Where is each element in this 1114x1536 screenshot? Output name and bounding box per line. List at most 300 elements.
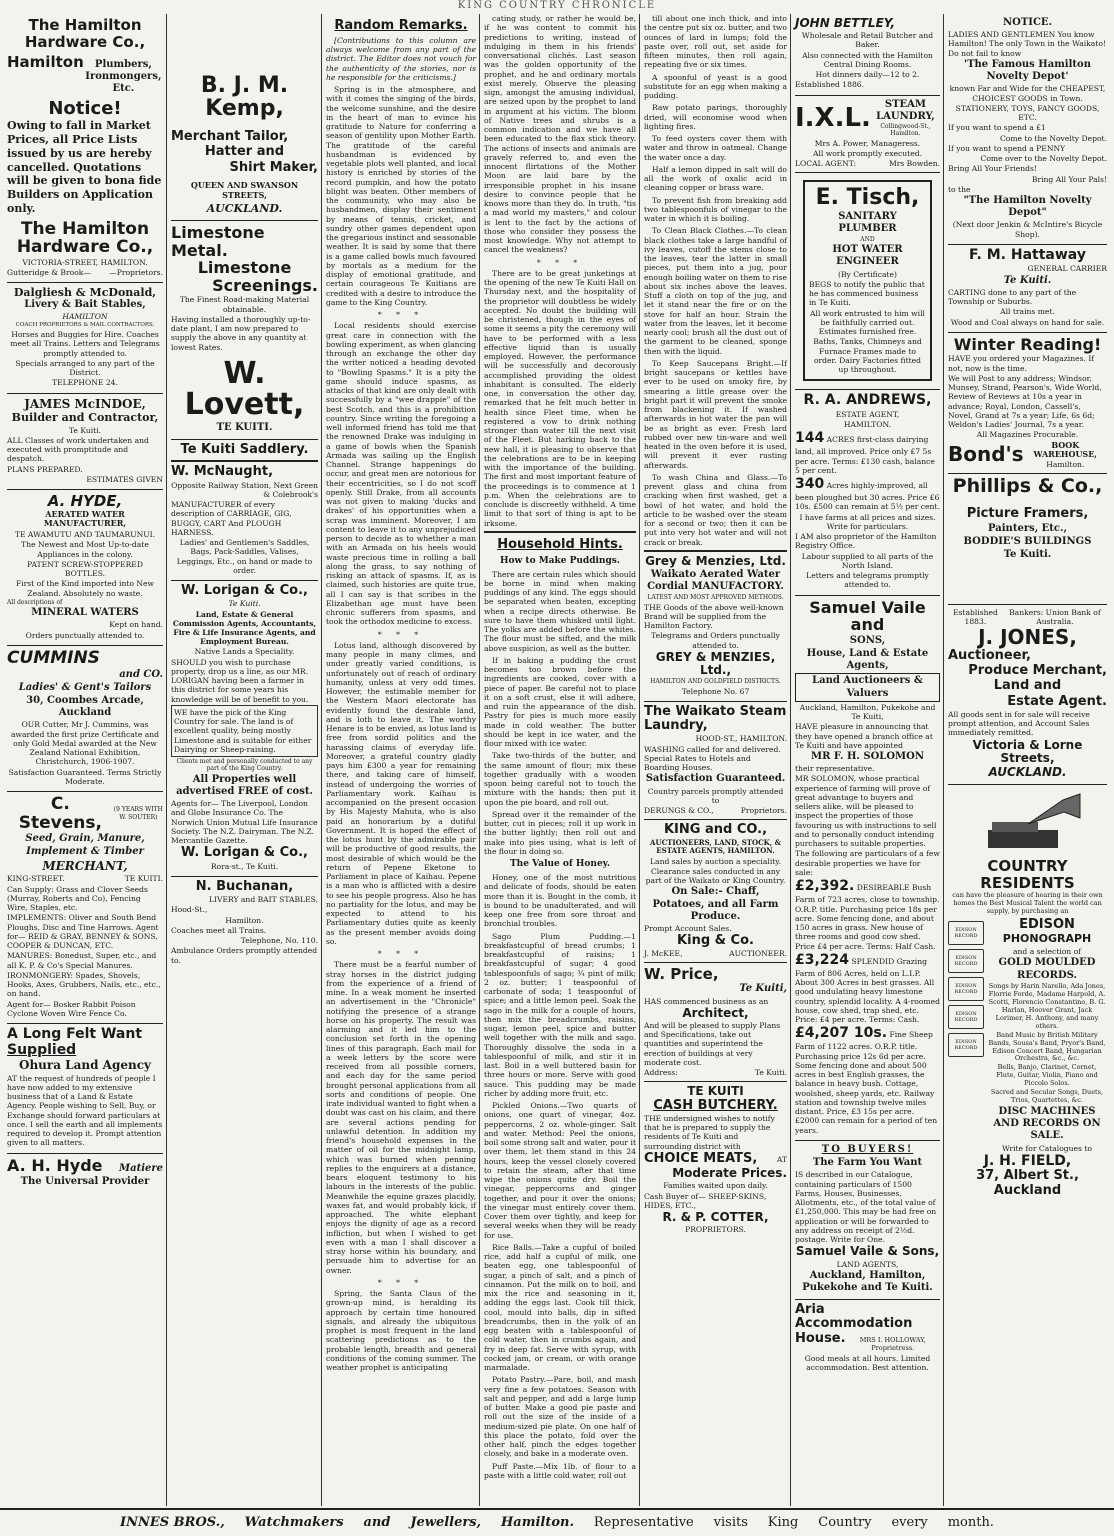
- bettley-title: JOHN BETTLEY,: [795, 16, 896, 30]
- mcindoe-ad: [7, 394, 163, 491]
- c4-p7: Honey, one of the most nutritious and delicate of foods, should be eaten more than it is. Bought in the comb, it is bound to be unadulterated, and will keep one free from sore throat and bronchial troubles.: [484, 873, 636, 929]
- hyde-places: TE AWAMUTU AND TAUMARUNUI.: [14, 530, 156, 540]
- cummins-title: CUMMINS: [7, 647, 100, 668]
- jones-text: All goods sent in for sale will receive prompt attention, and Account Sales immediately remitted.: [948, 709, 1090, 738]
- grey2-title: GREY & MENZIES, Ltd.,: [655, 649, 776, 678]
- price-addr-left: Address:: [644, 1068, 678, 1078]
- bonds-place: Hamilton.: [1046, 460, 1085, 470]
- ohura-title: Ohura Land Agency: [18, 1058, 152, 1072]
- jones-city: AUCKLAND.: [988, 764, 1067, 779]
- bottom-word: King: [767, 1515, 799, 1531]
- kemp-trade-3: Shirt Maker,: [229, 159, 318, 175]
- column-1: [4, 14, 167, 1506]
- buchanan-phone: Telephone, No. 110.: [240, 936, 318, 946]
- edison-disc: DISC MACHINES AND RECORDS ON SALE.: [993, 1106, 1101, 1142]
- bettley-text-2: Also connected with the Hamilton Central Dining Rooms.: [802, 50, 933, 69]
- price-place: Te Kuiti,: [739, 983, 787, 995]
- lovett-title: W. Lovett,: [184, 355, 305, 423]
- hardware-prop-right: —Proprietors.: [109, 268, 163, 278]
- edison-catalogue: Write for Catalogues to: [1001, 1143, 1092, 1153]
- c4-p10: Rice Balls.—Take a cupful of boiled rice, add half a cupful of milk, one beaten egg, one tablespoonful of sugar, a pinch of salt, and a pinch of cinnamon. Put the milk on to boil, and mix the rice and seasoning in it, adding the eggs last. Cook till thick, cool, mould into balls, dip in sifted breadcrumbs, then in the yolk of an egg beaten with a tablespoonful of cold water, then in crumbs again, and fry in deep fat. Serve with syrup, with cocked jam, or cream, or with orange marmalade.: [484, 1242, 636, 1373]
- king-co-ad: [644, 820, 787, 962]
- aria-prop: MRS I. HOLLOWAY, Proprietress.: [859, 1335, 926, 1352]
- country-text: can have the pleasure of hearing in their own homes the Best Musical Talent the world can supply, by purchasing an: [952, 891, 1103, 916]
- ixl-address: Collingwood-St., Hamilton.: [880, 123, 931, 138]
- jones-sub-3: Land and: [993, 678, 1062, 694]
- c4-p5: Take two-thirds of the butter, and the same amount of flour; mix these together gradually with a wooden spoon being careful not to touch the mixture with the hands; then put it upon the pie board, and roll out.: [484, 751, 636, 807]
- stevens-supply: Can Supply: Grass and Clover Seeds (Murray, Roberts and Co), Fencing Wire, Staples, etc.: [7, 884, 148, 913]
- hyde-sub: AERATED WATER MANUFACTURER,: [43, 508, 127, 529]
- dalgliesh-phone: TELEPHONE 24.: [52, 378, 118, 388]
- mcindoe-plans: PLANS PREPARED.: [7, 464, 83, 474]
- lorigan2-place: Rora-st., Te Kuiti.: [210, 861, 279, 871]
- hardware-ad: [7, 14, 163, 283]
- edison-selection: and a selection of: [1013, 946, 1081, 956]
- buchanan-ambulance: Ambulance Orders promptly attended to.: [171, 946, 318, 965]
- buyers-title: TO BUYERS!: [821, 1143, 914, 1155]
- hattaway-wood: Wood and Coal always on hand for sale.: [950, 317, 1105, 327]
- vaile-places: Auckland, Hamilton, Pukekohe and Te Kuiti,: [799, 702, 936, 722]
- aria-ad: [795, 1300, 940, 1377]
- stevens-manures: MANURES: Bonedust, Super, etc., and all K. P. & Co's Special Manures.: [7, 951, 157, 970]
- butchery-title-2: CASH BUTCHERY.: [653, 1097, 778, 1113]
- edison-gold: GOLD MOULDED: [998, 956, 1096, 968]
- edison-bands: Band Music by British Military Bands, Sousa's Band, Pryor's Band, Edison Concert Band, Hungarian Orchestra, &c., &c.: [988, 1030, 1106, 1063]
- jones-address: Victoria & Lorne Streets,: [972, 737, 1083, 765]
- hattaway-title: F. M. Hattaway: [969, 246, 1086, 263]
- cummins-ad: [7, 646, 163, 792]
- vaile2-sub: LAND AGENTS,: [836, 1259, 899, 1269]
- bottom-word: month.: [947, 1515, 994, 1531]
- hyde-text-4: All descriptions of: [7, 598, 63, 606]
- tisch-text-2: All work entrusted to him will be faithfully carried out. Estimates furnished free.: [810, 308, 925, 337]
- tisch-text-3: Baths, Tanks, Chimneys and Furnace Frames made to order. Dairy Factories fitted up throughout.: [813, 337, 922, 375]
- winter-title: Winter Reading!: [953, 334, 1102, 354]
- notice-title: Notice!: [48, 97, 122, 119]
- novelty-friends: Bring All Your Friends!: [948, 164, 1037, 174]
- vaile-p2: SPLENDID Grazing Farm of 806 Acres, held on L.I.P. About 300 Acres in best grasses. All good undulating heavy limestone country, splendid locality. A 4-roomed house, cow shed, trap shed, etc. Price: £4 per acre. Terms: Cash.: [795, 956, 940, 1025]
- aria-title: Aria Accommodation: [795, 1302, 913, 1332]
- winter-text: HAVE you ordered your Magazines. If not, now is the time.: [948, 354, 1095, 373]
- notice-text: Owing to fall in Market Prices, all Price Lists issued by us are hereby cancelled. Quotations will be given to bona fide Builders on Application only.: [7, 119, 162, 215]
- limestone-title-3: Screenings.: [212, 275, 318, 295]
- price-text: HAS commenced business as an: [644, 996, 769, 1006]
- jones-est: Established 1883.: [952, 608, 998, 627]
- andrews-text: I AM also proprietor of the Hamilton Registry Office.: [795, 532, 937, 551]
- butchery-prop: R. & P. COTTER,: [662, 1210, 769, 1225]
- limestone-ad: [171, 221, 318, 440]
- bettley-est: Established 1886.: [795, 80, 865, 90]
- dalgliesh-title: Dalgliesh & McDonald,: [13, 285, 157, 299]
- saddlery-ad: [171, 440, 318, 581]
- hyde2-tag: The Universal Provider: [20, 1175, 150, 1187]
- stevens-title: C. Stevens,: [18, 794, 102, 833]
- andrews-144-num: 144: [795, 430, 825, 447]
- price-architect: Architect,: [682, 1005, 749, 1020]
- random-p2: Local residents should exercise great care in connection with the bowling experiment, as when glancing through an exchange the other day the writer noticed a heading devoted to "Bowling Spasms." It is a pity the game should induce spasms, as attacks of that kind are only dealt with successfully by a "wee drappie" of the best Scotch, and this is a prohibition country. Since writing the foregoing a well informed friend has told me that the renowned Drake was indulging in a game of bowls when the Spanish Armada was sailing up the English Channel. Strange happenings do occur, and great men are notorious for their eccentricities, so I do not scoff openly. Still Drake, from all accounts was not given to making 'ducks and drakes' of his opportunities when a scrap was imminent. Moreover, I am content to leave it to any unprejudiced person to decide as to whether a man with an Armada on his heels would waste precious time in rolling a ball along the grass, to say nothing of risking an attack of spasms. If, as is claimed, such histories are quite true, all I can say is that scribes in the Elizabethan age must have been chronic sufferers from spasms, and took the orthodox medicine to excess.: [326, 321, 476, 627]
- lorigan-place: Te Kuiti.: [228, 599, 261, 609]
- hyde-ad: [7, 490, 163, 646]
- kemp-ad: [171, 14, 318, 221]
- king-text-2: Clearance sales conducted in any part of the Waikato or King Country.: [645, 866, 786, 886]
- record-icon: EDISON RECORD: [948, 1033, 984, 1057]
- butchery-families: Families waited upon daily.: [663, 1181, 768, 1191]
- buchanan-street: Hood-St.,: [171, 905, 208, 915]
- ixl-title: I.X.L.: [795, 102, 871, 133]
- bottom-word: Country: [818, 1515, 872, 1531]
- random-p4: There must be a fearful number of stray horses in the district judging from the experience of a friend of mine. In a weak moment he inserted an advertisement in the "Chronicle" notifying the presence of a strange horse on his property. The result was alarming and it led him to the conclusion set forth in the opening lines of this paragraph. Each mail for a week letters by the score were received from all possible corners, and each day for the same period brought personal applications from all sorts and conditions of people. One irate individual wanted to fight when a doubt was cast on his claim, and there are several actions pending for unlawful detention. In addition my friend's household expenses in the matter of oil for the midnight lamp, which was burned when penning replies to the enquirers at a distance, bears eloquent testimony to his labours in the interests of the public. Meanwhile the equine grazes placidly, waxes fat, and would probably kick, if approached. The white elephant enjoys the dignity of age as a record infliction, but when I wished to get even with a man I shall discover a stray horse within his boundary, and persuade him to advertise for an owner.: [326, 960, 476, 1275]
- andrews-sub: ESTATE AGENT,: [835, 409, 900, 419]
- lorigan-native: Native Lands a Speciality.: [194, 647, 295, 657]
- stevens-merchant: MERCHANT,: [42, 858, 128, 873]
- butchery-at: AT: [776, 1154, 787, 1164]
- dalgliesh-text: Horses and Buggies for Hire. Coaches meet all Trains. Letters and Telegrams promptly attended to.: [10, 330, 160, 358]
- grey-sub: Waikato Aerated Water Cordial MANUFACTORY.: [647, 568, 784, 593]
- field-title: J. H. FIELD,: [983, 1152, 1072, 1169]
- mcnaught-text: MANUFACTURER of every description of CARRIAGE, GIG, BUGGY, CART And PLOUGH HARNESS.: [171, 500, 292, 537]
- c5-p1: till about one inch thick, and into the centre put six oz. butter, and two ounces of lard in lumps; fold the paste over, roll out, set aside for fifteen minutes, then roll again, repeating five or six times.: [644, 14, 787, 70]
- c4-p12: Puff Paste.—Mix 1lb. of flour to a paste with a little cold water, roll out: [484, 1461, 636, 1480]
- c5-p9: To wash China and Glass.—To prevent glass and china from cracking when first washed, get a bowl of hot water, and hold the article to be washed over the steam for a second or two; then it can be put into very hot water and will not crack or break.: [644, 472, 787, 547]
- household-hints-heading: Household Hints.: [497, 536, 623, 552]
- cummins-sat: Satisfaction Guaranteed. Terms Strictly Moderate.: [8, 767, 162, 786]
- edison-instruments: Bells, Banjo, Clarinet, Cornet, Flute, Guitar, Violin, Piano and Piccolo Solos.: [996, 1063, 1098, 1088]
- edison-sacred: Sacred and Secular Songs, Duets, Trios, Quartettes, &c.: [990, 1088, 1104, 1105]
- column-5: [641, 14, 791, 1506]
- waikato-laundry-ad: [644, 702, 787, 821]
- novelty-come-2: Come over to the Novelty Depot.: [980, 154, 1107, 164]
- hyde-title: A. HYDE,: [47, 492, 123, 511]
- lorigan-box: WE have the pick of the King Country for sale. The land is of excellent quality, being mostly Limestone and is suitable for either Dairying or Sheep-raising.: [171, 705, 318, 757]
- butchery-text: THE undersigned wishes to notify that he is prepared to supply the residents of Te Kuiti and surrounding district with: [644, 1113, 775, 1151]
- phillips-sub-2: Painters, Etc.,: [988, 522, 1067, 534]
- random-p3: Lotus land, although discovered by many people in many climes, and under greatly varied conditions, is unfortunately out of reach of ordinary humanity, unless at very odd times. However, the estimable member for the Western Maori electorate has evidently found the desirable land, and is loth to leave it. The worthy Henare is to be envied, as lotus land is free from sordid politics and the harassing claims of everyday life. Moreover, a grateful country gladly pays him £300 a year for remaining there, and taking care of himself, instead of undergoing the worries of Parliamentary work. Kaihau is accompanied on the present occasion by His Majesty Mahuta, who is also paid an honorarium by a dutiful Government. It is hoped the effect of the lotus hunt by the admirable pair will be productive of good results, the most desirable of which would be the return of Pepene Eketone to Parliament in place of Kaihau. Pepene is a man who is afflicted with a desire to see his people progress. Also he has no partiality for the lotus, and may be expected to attend to his Parliamentary duties quite as keenly as the present member avoids doing so.: [326, 640, 476, 946]
- vaile-text-2: MR SOLOMON, whose practical experience of farming will prove of great advantage to buyers and sellers alike, will be pleased to inspect the properties of those favouring us with instructions to sell and to personally conduct intending purchasers to suitable properties.: [795, 774, 937, 849]
- ixl-manager: Mrs A. Power, Manageress.: [814, 138, 921, 148]
- country-title: COUNTRY RESIDENTS: [980, 857, 1075, 892]
- grey2-sub: HAMILTON AND GOLDFIELD DISTRICTS.: [650, 678, 781, 686]
- mcindoe-sub: Builder and Contractor,: [11, 411, 159, 425]
- c4-p11: Potato Pastry.—Pare, boil, and mash very fine a few potatoes. Season with salt and pepper, and add a large lump of butter. Make a good pie paste and roll out the size of the inside of a medium-sized pie plate. On one half of this place the potato, fold over the other half, pinch the edges together closely, and bake in a moderate oven.: [484, 1375, 636, 1459]
- puddings-heading: How to Make Puddings.: [500, 555, 620, 566]
- masthead: KING COUNTRY CHRONICLE: [457, 0, 657, 11]
- lorigan2-title: W. Lorigan & Co.,: [181, 845, 308, 861]
- dalgliesh-ad: [7, 283, 163, 394]
- c4-p2: There are to be great junketings at the opening of the new Te Kuiti Hall on Thursday next, and the hospitality of the proprietor will doubtless be widely accepted. No doubt the building will be christened, though in the eyes of some it seems a pity the ceremony will have to be performed with a less effective liquid than is usually employed. However, the performance will be successfully and decorously accomplished providing the oldest inhabitant is consulted. The elderly one, in conversation the other day, remarked that he felt much better in health since Fleet time, when he registered a vow to drink nothing stronger than water till the next visit of the Fleet. But harking back to the new hall, it is pleasing to observe that the celebrations are to be in keeping with the importance of the building. The first and most important feature of the proceedings is to commence at 1 p.m. When the celebrations are to conclude is discreetly withheld. A time limit to that sort of thing is apt to be irksome.: [484, 268, 636, 528]
- mcindoe-title: JAMES McINDOE,: [24, 396, 146, 411]
- kemp-trade-2: Hatter and: [204, 144, 285, 160]
- column-6: [792, 14, 944, 1506]
- vaile-p2-price: £3,224: [795, 951, 850, 968]
- vaile-text-3: The following are particulars of a few desirable properties we have for sale:: [795, 849, 940, 877]
- c5-p3: Raw potato parings, thoroughly dried, will economise wood when lighting fires.: [644, 103, 787, 131]
- record-icon: EDISON RECORD: [948, 1005, 984, 1029]
- vaile-rep: their representative.: [795, 764, 875, 774]
- aria-text: Good meals at all hours. Limited accommodation. Best attention.: [804, 1353, 931, 1372]
- king-title: KING and CO.,: [663, 822, 768, 838]
- c5-p8: To Keep Saucepans Bright.—If bright saucepans or kettles have ever to be used on smoky fire, by smearing a little grease over the bright part it will prevent the smoke from blackening it. If washed afterwards in hot water the pan will be as bright as ever. Fresh lard rubbed over new tin-ware and well heated in the oven before it is used, will prevent it ever rusting afterwards.: [644, 358, 787, 470]
- hattaway-ad: [948, 245, 1107, 333]
- field-address: 37, Albert St., Auckland: [976, 1168, 1079, 1198]
- hardware-title: The Hamilton Hardware Co.,: [24, 16, 146, 51]
- aria-house: House.: [795, 1330, 846, 1346]
- bottom-strip: [0, 1508, 1114, 1536]
- price-title: W. Price,: [644, 964, 719, 983]
- jones-bank: Bankers: Union Bank of Australia.: [1009, 608, 1101, 627]
- hyde2-sub: Matiere: [119, 1162, 163, 1174]
- laundry-address: HOOD-ST., HAMILTON.: [695, 734, 787, 744]
- grey-menzies-ad: [644, 550, 787, 702]
- longfelt-title: A Long Felt Want: [7, 1026, 143, 1043]
- buyers-ad: [795, 1141, 940, 1300]
- grey2-phone: Telephone No. 67: [681, 686, 750, 696]
- limestone-sub: The Finest Road-making Material obtainable.: [179, 295, 310, 314]
- tisch-title: E. Tisch,: [815, 185, 920, 211]
- ixl-agent-left: LOCAL AGENT:: [795, 159, 857, 169]
- mcnaught-address: Opposite Railway Station, Next Green & Colebrook's: [171, 480, 318, 499]
- novelty-text-2: known Far and Wide for the CHEAPEST, CHOICEST GOODS in Town.: [949, 84, 1106, 103]
- mcnaught-title: W. McNaught,: [171, 464, 274, 480]
- price-text-2: And will be pleased to supply Plans and Specifications, take out quantities and superintend the erection of buildings at very moderate cost.: [644, 1020, 781, 1067]
- vaile2-places: Auckland, Hamilton, Pukekohe and Te Kuiti.: [802, 1269, 933, 1293]
- bottom-word: Jewellers,: [410, 1515, 482, 1531]
- edison-sub: PHONOGRAPH: [1002, 932, 1092, 946]
- winter-text-2: We will Post to any address; Windsor, Munsey, Strand, Pearson's, Wide World, Review of Reviews at 10s a year in advance; Royal, London, Cassell's, Novel, Grand at 7s a year; Life, 6s 6d; Weldon's Ladies' Journal, 7s a year.: [948, 373, 1102, 430]
- butchery-props: PROPRIETORS.: [685, 1225, 746, 1235]
- vaile-ad: [795, 596, 940, 1141]
- king-prompt: Prompt Account Sales.: [644, 924, 732, 934]
- hyde2-ad: [7, 1154, 163, 1193]
- phillips-place: Te Kuiti.: [1003, 548, 1052, 560]
- honey-heading: The Value of Honey.: [509, 859, 611, 870]
- limestone-title-2: Limestone: [197, 258, 292, 278]
- vaile-sons: SONS,: [849, 634, 886, 646]
- random-intro: [Contributions to this column are always welcome from any part of the district. The Editor does not vouch for the authenticity of the stories, nor is he responsible for the criticisms.]: [326, 35, 476, 82]
- edison-songs: Songs by Harin Narello, Ada Jones, Florrie Forde, Madame Harpold, A. Scotti, Florencio Constantino, B. G. Harlan, Hoover Grant, Jack Lorimer, H. Anthony, and many others.: [988, 982, 1106, 1030]
- hardware-title-2: The Hamilton Hardware Co.,: [16, 218, 154, 258]
- king-sub: AUCTIONEERS, LAND, STOCK, & ESTATE AGENTS, HAMILTON.: [650, 837, 781, 856]
- stevens-years: (9 YEARS WITH W. SOUTER): [113, 806, 163, 821]
- bettley-ad: [795, 14, 940, 96]
- c4-p8: Sago Plum Pudding.—1 breakfastcupful of bread crumbs; 1 breakfastcupful of raisins; 1 breakfastcupful of sugar; 4 good tablespoonfuls of sago; ¾ pint of milk; 2 oz. butter; 1 teaspoonful of carbonate of soda; 1 teaspoonful of spice; and a little lemon peel. Soak the sago in the milk for a couple of hours, then mix the breadcrumbs, raisins, sugar, lemon peel, spice and butter well together with the milk and sago. Thoroughly dissolve the soda in a tablespoonful of milk, and stir it in last. Boil in a well buttered basin for three hours or more. Serve with good sauce. This pudding may be made richer by adding more fruit, etc.: [484, 931, 636, 1098]
- lorigan-text: SHOULD you wish to purchase property, drop us a line, as our MR. LORIGAN having been a farmer in this district for some years his knowledge will be of benefit to you.: [171, 657, 309, 704]
- c5-p6: To prevent fish from breaking add two tablespoonfuls of vinegar to the water in which it is boiling.: [644, 195, 787, 223]
- laundry-prop-left: DERUNGS & CO.,: [644, 806, 714, 816]
- bottom-word: INNES BROS.,: [120, 1515, 225, 1531]
- phillips-title: Phillips & Co.,: [952, 475, 1103, 498]
- grey-sub-2: LATEST AND MOST APPROVED METHODS.: [647, 594, 784, 602]
- andrews-title: R. A. ANDREWS,: [803, 392, 932, 409]
- random-p5: Spring, the Santa Claus of the grown-up mind, is heralding its approach by certain time honoured signals, and already the ubiquitous prophet is most frequent in the land scattering predictions as to the probable length, breadth and general conditions of the coming summer. The weather prophet is anticipating: [326, 1289, 476, 1373]
- bottom-word: visits: [713, 1515, 748, 1531]
- kemp-trade-1: Merchant Tailor,: [171, 129, 289, 145]
- grey-title: Grey & Menzies, Ltd.: [645, 553, 786, 568]
- hardware-trades: Plumbers, Ironmongers, Etc.: [85, 59, 162, 95]
- stevens-agent: Agent for— Bosker Rabbit Poison Cyclone Woven Wire Fence Co.: [7, 999, 136, 1018]
- buchanan-place: Hamilton.: [225, 915, 264, 925]
- dalgliesh-sub: Livery & Bait Stables,: [24, 298, 146, 310]
- vaile2-title: Samuel Vaile & Sons,: [795, 1244, 940, 1259]
- butchery-buyer: Cash Buyer of— SHEEP-SKINS, HIDES, ETC.,: [644, 1191, 767, 1210]
- phonograph-icon: [968, 792, 1088, 852]
- hyde-text-6: Kept on hand.: [109, 620, 163, 630]
- column-2: [168, 14, 322, 1506]
- tisch-and: AND: [860, 235, 875, 243]
- andrews-farms: I have farms at all prices and sizes. Write for particulars.: [799, 512, 936, 531]
- hyde-text-5: MINERAL WATERS: [31, 607, 139, 619]
- vaile-p1: DESIREABLE Bush Farm of 723 acres, close to township. O.R.P. title. Purchasing price 18s per acre. Some fencing done, and about 150 acres in grass. New house of three rooms and good cow shed. Price £4 per acre. Terms: Half Cash.: [795, 883, 940, 951]
- vaile-solomon: MR F. H. SOLOMON: [811, 751, 924, 763]
- lorigan-clients: Clients met and personally conducted to any part of the King Country.: [176, 758, 313, 773]
- edison-records: RECORDS.: [1017, 970, 1077, 981]
- lorigan-title: W. Lorigan & Co.,: [181, 583, 308, 599]
- ohura-ad: [7, 1024, 163, 1153]
- novelty-ad: [948, 14, 1107, 245]
- tisch-ad: [795, 173, 940, 390]
- c5-p4: To feed oysters cover them with water and throw in oatmeal. Change the water once a day.: [644, 134, 787, 162]
- butchery-meat: CHOICE MEATS,: [644, 1150, 758, 1166]
- hyde-text-2: PATENT SCREW-STOPPERED BOTTLES.: [27, 559, 143, 579]
- butchery-ad: [644, 1082, 787, 1239]
- vaile-sub-2: Land Auctioneers & Valuers: [795, 673, 940, 701]
- laundry-title: The Waikato Steam Laundry,: [644, 703, 787, 734]
- butchery-title-1: TE KUITI: [687, 1084, 744, 1099]
- jones-ad: [948, 605, 1107, 785]
- king-auct-left: J. McKEE,: [644, 948, 683, 958]
- vaile-p1-price: £2,392.: [795, 878, 855, 895]
- cummins-text: OUR Cutter, Mr J. Cummins, was awarded the first prize Certificate and only Gold Medal awarded at the New Zealand National Exhibition, Christchurch, 1906-1907.: [10, 720, 160, 767]
- andrews-144: ACRES first-class dairying land, all improved. Price only £7 5s per acre. Terms: £130 cash, balance 5 per cent.: [795, 435, 935, 475]
- ixl-agent-right: Mrs Bowden.: [888, 159, 940, 169]
- mcindoe-place: Te Kuiti.: [68, 425, 102, 435]
- bottom-word: and: [363, 1515, 391, 1531]
- winter-reading-ad: [948, 333, 1107, 475]
- winter-text-3: All Magazines Procurable.: [976, 430, 1079, 440]
- random-p1: Spring is in the atmosphere, and with it comes the singing of the birds, the welcome sunshine, and the desire in the heart of man to evince his gratitude to Nature for conferring a season of gentility upon Mother Earth. The gratitude of the careful husbandman is evidenced by vegetable plots well planted, and local history is enriched by stories of the record pumpkin, and how the potato blight was beaten. Other members of the community, who may also be husbandmen, display their sentiment by means of tennis, cricket, and sundry other games dependent upon the gregarious instinct and seasonable weather. It is said by some that there is a game called bowls much favoured by mortals as a medium for the display of emotional gratitude, and certain courageous Te Kuitians are credited with a desire to introduce the game to the King Country.: [326, 85, 476, 307]
- c5-p5: Half a lemon dipped in salt will do all the work of oxalic acid in cleaning copper or brass ware.: [644, 164, 787, 193]
- bottom-word: Hamilton.: [500, 1515, 574, 1531]
- andrews-340-num: 340: [795, 476, 825, 493]
- novelty-next: (Next door Jenkin & McIntire's Bicycle Shop).: [952, 220, 1103, 239]
- limestone-text: Having installed a thoroughly up-to-date plant, I am now prepared to supply the above in any quantity at lowest Rates.: [171, 314, 311, 352]
- tisch-sub-2: HOT WATER ENGINEER: [832, 244, 903, 268]
- edison-title: EDISON: [1019, 917, 1075, 933]
- bettley-text: Wholesale and Retail Butcher and Baker.: [801, 31, 934, 50]
- phillips-sub: Picture Framers,: [966, 506, 1089, 522]
- buyers-sub: The Farm You Want: [812, 1157, 923, 1169]
- hyde-text-7: Orders punctually attended to.: [25, 630, 145, 640]
- cummins-co: and CO.: [119, 668, 163, 680]
- kemp-title: B. J. M. Kemp,: [200, 73, 289, 122]
- limestone-title: Limestone Metal.: [171, 222, 265, 260]
- ixl-ad: [795, 96, 940, 174]
- column-4: cating study, or rather he would be, if he was content to commit his predictions to writing, instead of indulging in them in his friends' conversational clichés. Last season was the golden opportunity of the prophet, and he and ordinary mortals exist merely. Observe the pleasing sign, amongst the amusing individual, are seized upon by the prophet to land in argument at his victim. The bloom of Native trees and shrubs is a common indication and we have all been educated to the flax stick theory. The actions of insects and animals are gravely referred to, and even the innocent flirtations of the Mother Moon are laid bare by the irresponsible prophet in his insane desire to convince people that he knows more than they do. In truth, "tis a mad world my masters," and colour is lent to the fact by the actions of those who consider they possess the most knowledge. Why not attempt to cancel the weakness? * * * There are to be great junketings at the opening of the new Te Kuiti Hall on Thursday next, and the hospitality of the proprietor will doubtless be widely accepted. No doubt the building will be christened, though in the eyes of some it seems a pity the ceremony will have to be performed with a less effective liquid than is usually employed. However, the performance will be successfully and decorously accomplished providing the oldest inhabitant is consulted. The elderly one, in conversation the other day, remarked that he felt much better in health since Fleet time, when he registered a vow to drink nothing stronger than water till the next visit of the Fleet. But harking back to the new hall, it is pleasing to observe that the celebrations are to be in keeping with the importance of the building. The first and most important feature of the proceedings is to commence at 1 p.m. When the celebrations are to conclude is discreetly withheld. A time limit to that sort of thing is apt to be irksome. Household Hints. How to Make Puddings. There are certain rules which should be borne in mind when making puddings of any kind. The eggs should be separated when beaten, excepting when a recipe directs otherwise. Be sure to have them whisked until light. The yolks are added before the whites. The flour must be sifted, and the milk above suspicion, as well as the butter. If in baking a pudding the crust becomes too brown before the ingredients are cooked, cover with a piece of paper. Be careful not to place it on a soft crust, else it will adhere, and ruin the appearance of the dish. Pastry for pies is much more easily made in cold weather. The butter should be kept in ice water, and the flour mixed with ice water. Take two-thirds of the butter, and the same amount of flour; mix these together gradually with a wooden spoon being careful not to touch the mixture with the hands; then put it upon the pie board, and roll out. Spread over it the remainder of the butter, cut in pieces; roll it up work in the butter lightly; then roll out and make into pies using, what is left of the flour in doing so. The Value of Honey. Honey, one of the most nutritious and delicate of foods, should be eaten more than it is. Bought in the comb, it is bound to be unadulterated, and will keep one free from sore throat and bronchial troubles. Sago Plum Pudding.—1 breakfastcupful of bread crumbs; 1 breakfastcupful of raisins; 1 breakfastcupful of sugar; 4 good tablespoonfuls of sago; ¾ pint of milk; 2 oz. butter; 1 teaspoonful of carbonate of soda; 1 teaspoonful of spice; and a little lemon peel. Soak the sago in the milk for a couple of hours, then mix the breadcrumbs, raisins, sugar, lemon peel, spice and butter well together with the milk and sago. Thoroughly dissolve the soda in a tablespoonful of milk, and stir it in last. Boil in a well buttered basin for three hours or more. Serve with good sauce. This pudding may be made richer by adding more fruit, etc. Pickled Onions.—Two quarts of onions, one quart of vinegar, 4oz. peppercorns, 2 oz. whole-ginger. Salt and water. Method: Peel the onions, boil some strong salt and water, pour it over them, let them stand in this 24 hours, keep the vessel closely covered to retain the steam, after that time wipe the onions quite dry. Boil the vinegar, peppercorns and ginger together, and pour it over the onions; the vinegar must entirely cover them. Cover them over tightly, and keep for several weeks when they will be ready for use. Rice Balls.—Take a cupful of boiled rice, add half a cupful of milk, one beaten egg, one tablespoonful of sugar, a pinch of salt, and a pinch of cinnamon. Put the milk on to boil, and mix the rice and seasoning in it, adding the eggs last. Cook till thick, cool, mould into balls, dip in sifted breadcrumbs, then in the yolk of an egg beaten with a tablespoonful of cold water, then in crumbs again, and fry in deep fat. Serve with syrup, with cocked jam, or cream, or with orange marmalade. Potato Pastry.—Pare, boil, and mash very fine a few potatoes. Season with salt and pepper, and add a large lump of butter. Make a good pie paste and roll out the size of the inside of a medium-sized pie plate. On one half of this place the potato, fold over the other half, pinch the edges together closely, and bake in a moderate oven. Puff Paste.—Mix 1lb. of flour to a paste with a little cold water, roll out: [481, 14, 640, 1506]
- jones-sub-4: Estate Agent.: [1007, 693, 1107, 709]
- ohura-text: AT the request of hundreds of people I have now added to my extensive business that of a Land & Estate Agency. People wishing to Sell, Buy, or Exchange should forward particulars at once. I sell the earth and all implements required to develop it. Prompt attention given to all matters.: [7, 1073, 163, 1148]
- tisch-text: BEGS to notify the public that he has commenced business in Te Kuiti.: [809, 279, 925, 308]
- saddlery-title: Te Kuiti Saddlery.: [180, 442, 309, 458]
- buchanan-sub: LIVERY and BAIT STABLES,: [208, 895, 318, 905]
- hardware-address: VICTORIA-STREET, HAMILTON.: [22, 258, 148, 268]
- king-sale: On Sale:- Chaff, Potatoes, and all Farm Produce.: [652, 886, 779, 922]
- buyers-text: IS described in our Catalogue, containing particulars of 1500 Farms, Houses, Businesses, Allotments, etc., of the total value of £1,250,000. This may be had free on application or will be forwarded to any address on receipt of 2½d. postage. Write for One.: [795, 1170, 937, 1245]
- phillips-address: BODDIE'S BUILDINGS: [963, 535, 1092, 547]
- cummins-sub: Ladies' & Gent's Tailors: [18, 681, 152, 693]
- king-auct-right: AUCTIONEER.: [729, 948, 787, 958]
- hattaway-sub: GENERAL CARRIER: [1027, 264, 1107, 274]
- longfelt-sub: Supplied: [7, 1041, 77, 1058]
- andrews-place: HAMILTON.: [843, 419, 892, 429]
- bonds-title: Bond's: [948, 442, 1024, 467]
- mcindoe-estimates: ESTIMATES GIVEN: [86, 474, 163, 484]
- dalgliesh-specials: Specials arranged to any part of the District.: [15, 358, 155, 378]
- price-addr-right: Te Kuiti.: [754, 1068, 787, 1078]
- phillips-ad: [948, 474, 1107, 605]
- laundry-prop-right: Proprietors.: [740, 806, 787, 816]
- hardware-prop-left: Gutteridge & Brook—: [7, 268, 91, 278]
- hattaway-place: Te Kuiti.: [1003, 274, 1052, 286]
- jones-sub: Auctioneer,: [948, 647, 1031, 663]
- lovett-place: TE KUITI.: [216, 421, 273, 433]
- grey-text-2: Telegrams and Orders punctually attended to.: [651, 631, 780, 650]
- ixl-text: All work promptly executed.: [812, 148, 922, 158]
- lorigan-advertised: All Properties well advertised FREE of cost.: [176, 773, 313, 797]
- stevens-sub: Seed, Grain, Manure, Implement & Timber: [25, 833, 145, 857]
- record-icon: EDISON RECORD: [948, 949, 984, 973]
- vaile-sub: House, Land & Estate Agents,: [806, 648, 929, 672]
- dalgliesh-line: COACH PROPRIETORS & MAIL CONTRACTORS.: [15, 322, 155, 329]
- price-ad: [644, 963, 787, 1083]
- laundry-text: WASHING called for and delivered. Special Rates to Hotels and Boarding Houses.: [644, 744, 781, 773]
- stevens-implements: IMPLEMENTS: Oliver and South Bend Ploughs, Disc and Tine Harrows. Agent for— REID & GRAY, BENNEY & SONS, COOPER & DUNCAN, ETC.: [7, 913, 159, 951]
- novelty-depot: 'The Famous Hamilton Novelty Depot': [964, 58, 1091, 83]
- record-icon: EDISON RECORD: [948, 921, 984, 945]
- cummins-addr: 30, Coombes Arcade, Auckland: [26, 694, 144, 719]
- c4-p9: Pickled Onions.—Two quarts of onions, one quart of vinegar, 4oz. peppercorns, 2 oz. whole-ginger. Salt and water. Method: Peel the onions, boil some strong salt and water, pour it over them, let them stand in this 24 hours, keep the vessel closely covered to retain the steam, after that time wipe the onions quite dry. Boil the vinegar, peppercorns and ginger together, and pour it over the onions; the vinegar must entirely cover them. Cover them over tightly, and keep for several weeks when they will be ready for use.: [484, 1101, 636, 1240]
- novelty-spend-1: If you want to spend a £1: [948, 123, 1046, 133]
- column-7: [945, 14, 1110, 1506]
- laundry-country: Country parcels promptly attended to: [647, 786, 784, 805]
- novelty-spend-2: If you want to spend a PENNY: [948, 143, 1066, 153]
- buchanan-text: Coaches meet all Trains.: [171, 925, 267, 935]
- novelty-depot-2: "The Hamilton Novelty Depot": [963, 195, 1092, 219]
- vaile-p3: Fine Sheep Farm of 1122 acres. O.R.P. title. Purchasing price 12s 6d per acre. Some fencing done and about 500 acres in best English grasses, the balance in heavy bush. Cottage, woolshed, sheep yards, etc. Railway station and township twelve miles distant. Price, £3 15s per acre. £2000 can remain for a period of ten years.: [795, 1030, 938, 1135]
- andrews-text-2: Labour supplied to all parts of the North Island.: [801, 551, 934, 570]
- andrews-ad: [795, 390, 940, 595]
- novelty-title: NOTICE.: [1002, 17, 1053, 28]
- stevens-ironmongery: IRONMONGERY: Spades, Shovels, Hooks, Axes, Grubbers, Nails, etc., etc., on hand.: [7, 970, 161, 999]
- novelty-stationery: STATIONERY, TOYS, FANCY GOODS, ETC.: [955, 103, 1100, 123]
- novelty-to: to the: [948, 184, 971, 194]
- random-remarks-heading: Random Remarks.: [334, 18, 468, 33]
- hattaway-text: CARTING done to any part of the Township or Suburbs.: [948, 287, 1077, 307]
- hyde-text-1: The Newest and Most Up-to-date Appliances in the colony.: [21, 540, 149, 559]
- bottom-word: every: [891, 1515, 928, 1531]
- edison-ad: [948, 785, 1107, 1202]
- tisch-sub: SANITARY PLUMBER: [838, 210, 897, 234]
- buchanan-ad: [171, 877, 318, 970]
- king2-title: King & Co.: [677, 933, 754, 949]
- c4-p1: cating study, or rather he would be, if he was content to commit his predictions to writing, instead of indulging in them in his friends' conversational clichés. Last season was the golden opportunity of the prophet, and he and ordinary mortals exist merely. Observe the pleasing sign, amongst the amusing individual, are seized upon by the prophet to land in argument at his victim. The bloom of Native trees and shrubs is a common indication and we have all been educated to the flax stick theory. The actions of insects and animals are gravely referred to, and even the innocent flirtations of the Mother Moon are laid bare by the irresponsible prophet in his insane desire to convince people that he knows more than they do. In truth, "tis a mad world my masters," and colour is lent to the fact by the actions of those who consider they possess the most knowledge. Why not attempt to cancel the weakness?: [484, 14, 636, 255]
- c4-p3: There are certain rules which should be borne in mind when making puddings of any kind. The eggs should be separated when beaten, excepting when a recipe directs otherwise. Be sure to have them whisked until light. The yolks are added before the whites. The flour must be sifted, and the milk above suspicion, as well as the butter.: [484, 569, 636, 653]
- novelty-pals: Bring All Your Pals!: [1031, 174, 1107, 184]
- record-icon: EDISON RECORD: [948, 977, 984, 1001]
- c4-p4: If in baking a pudding the crust becomes too brown before the ingredients are cooked, cover with a piece of paper. Be careful not to place it on a soft crust, else it will adhere, and ruin the appearance of the dish. Pastry for pies is much more easily made in cold weather. The butter should be kept in ice water, and the flour mixed with ice water.: [484, 655, 636, 749]
- c5-p2: A spoonful of yeast is a good substitute for an egg when making a pudding.: [644, 72, 787, 100]
- andrews-text-3: Letters and telegrams promptly attended to.: [806, 571, 929, 590]
- hattaway-trains: All trains met.: [1000, 307, 1055, 317]
- tisch-cert: (By Certificate): [837, 269, 897, 279]
